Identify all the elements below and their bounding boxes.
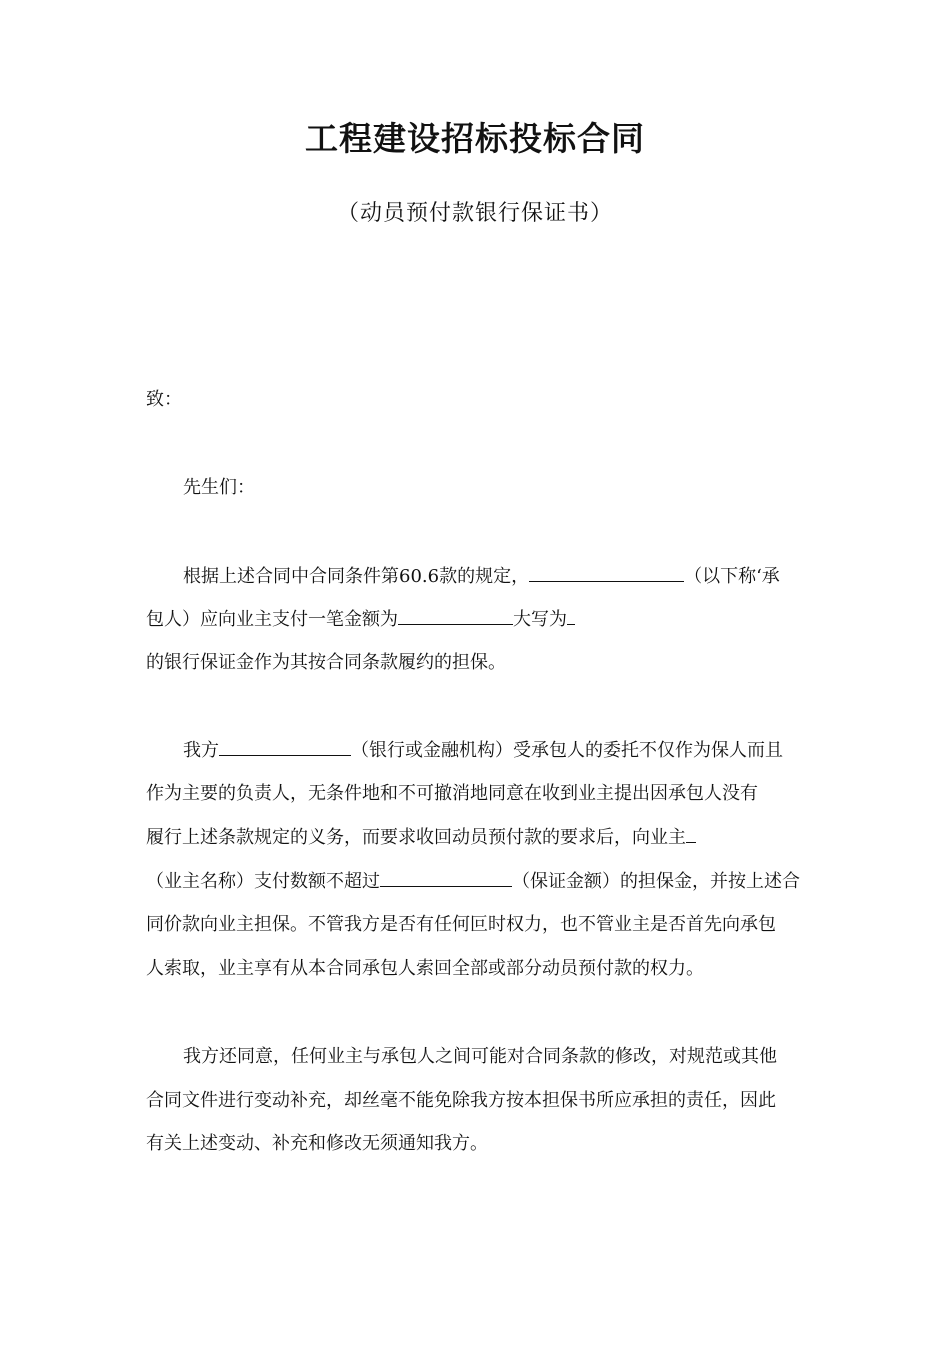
paragraph-2-line-1 <box>183 737 816 764</box>
paragraph-3-line-1: 我方还同意，任何业主与承包人之间可能对合同条款的修改，对规范或其他 <box>183 1046 777 1067</box>
paragraph-2-line-4 <box>146 868 816 895</box>
document-subtitle: （动员预付款银行保证书） <box>336 201 613 226</box>
owner-name-blank <box>686 824 696 843</box>
paragraph-2-line-5: 同价款向业主担保。不管我方是否有任何叵时权力，也不管业主是否首先向承包 <box>146 914 776 935</box>
paragraph-3-line-2: 合同文件进行变动补充，却丝毫不能免除我方按本担保书所应承担的责任，因此 <box>146 1090 776 1111</box>
amount-blank <box>398 606 513 625</box>
guarantee-amount-blank <box>380 868 512 887</box>
paragraph-2-line-3 <box>146 824 816 851</box>
salutation-sirs: 先生们： <box>183 477 255 498</box>
amount-in-words-blank <box>567 606 575 625</box>
p2-text-a: 我方 <box>183 740 219 761</box>
paragraph-1-line-2 <box>146 606 816 633</box>
p1-text-c: 包人）应向业主支付一笔金额为 <box>146 609 398 630</box>
paragraph-1-line-3: 的银行保证金作为其按合同条款履约的担保。 <box>146 652 506 673</box>
p1-text-d: 大写为 <box>513 609 567 630</box>
contractor-name-blank <box>529 563 684 582</box>
p2-text-d: （业主名称）支付数额不超过 <box>146 871 380 892</box>
paragraph-2-line-2: 作为主要的负责人，无条件地和不可撤消地同意在收到业主提出因承包人没有 <box>146 783 758 804</box>
p2-text-b: （银行或金融机构）受承包人的委托不仅作为保人而且 <box>351 740 783 761</box>
paragraph-1-line-1 <box>183 563 816 590</box>
p2-text-e: （保证金额）的担保金，并按上述合 <box>512 871 800 892</box>
bank-name-blank <box>219 737 351 756</box>
p1-text-a: 根据上述合同中合同条件第60.6款的规定， <box>183 566 530 587</box>
paragraph-3-line-3: 有关上述变动、补充和修改无须通知我方。 <box>146 1133 488 1154</box>
document-title: 工程建设招标投标合同 <box>305 119 645 158</box>
p2-text-c: 履行上述条款规定的义务，而要求收回动员预付款的要求后，向业主 <box>146 827 686 848</box>
paragraph-2-line-6: 人索取，业主享有从本合同承包人索回全部或部分动员预付款的权力。 <box>146 958 704 979</box>
salutation-to: 致： <box>146 389 182 410</box>
p1-text-b: （以下称‘承 <box>684 566 780 587</box>
